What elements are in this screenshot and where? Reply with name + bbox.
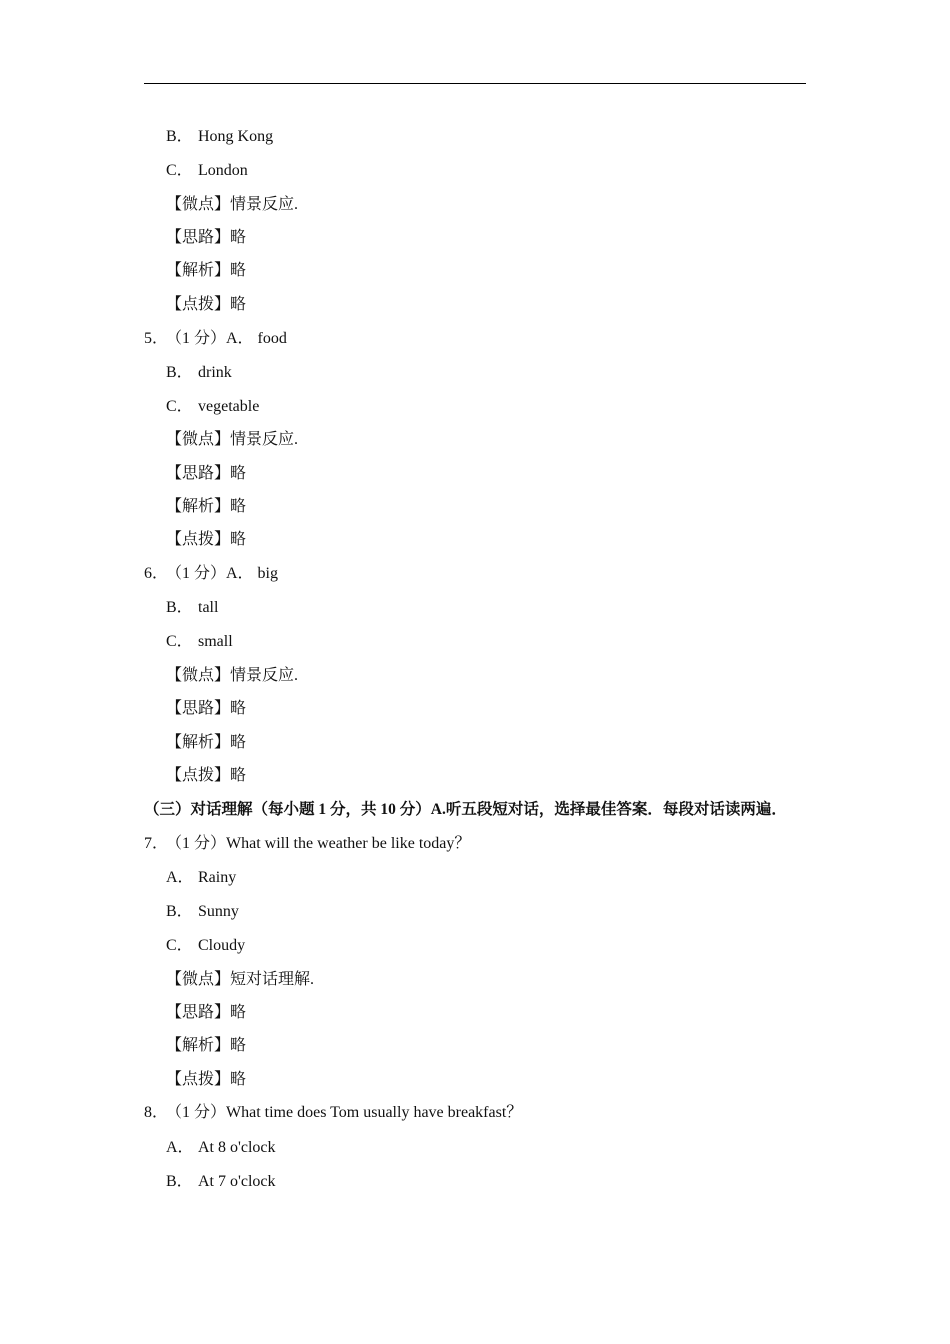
option-text: Sunny bbox=[198, 903, 239, 920]
q7-note-idea: 【思路】略 bbox=[166, 1004, 247, 1021]
question-text: （1 分）What will the weather be like today？ bbox=[166, 835, 471, 852]
q5-note-tip: 【点拨】略 bbox=[166, 531, 247, 548]
q4-option-c bbox=[166, 161, 248, 181]
option-text: tall bbox=[198, 599, 219, 616]
option-label: C． bbox=[166, 162, 193, 179]
option-text: At 8 o'clock bbox=[198, 1139, 276, 1156]
q7-option-b bbox=[166, 902, 239, 922]
question-number: 7． bbox=[144, 835, 169, 852]
option-label: A． bbox=[166, 1139, 194, 1156]
q5-option-c bbox=[166, 397, 259, 417]
option-label: B． bbox=[166, 599, 193, 616]
option-text: Rainy bbox=[198, 869, 237, 886]
q7-note-tip: 【点拨】略 bbox=[166, 1071, 247, 1088]
q4-note-analysis: 【解析】略 bbox=[166, 262, 247, 279]
q5-note-point: 【微点】情景反应. bbox=[166, 431, 299, 448]
q6-note-point: 【微点】情景反应. bbox=[166, 667, 299, 684]
q5-option-b bbox=[166, 363, 232, 383]
option-text: drink bbox=[198, 364, 232, 381]
section-heading: （三）对话理解（每小题 1 分，共 10 分）A.听五段短对话，选择最佳答案．每段对话读两遍． bbox=[144, 801, 787, 818]
q4-note-point: 【微点】情景反应. bbox=[166, 196, 299, 213]
option-label: B． bbox=[166, 903, 193, 920]
q7-note-point: 【微点】短对话理解. bbox=[166, 971, 315, 988]
q8-option-a bbox=[166, 1138, 276, 1158]
q8-stem bbox=[144, 1103, 522, 1123]
q5-stem bbox=[144, 329, 287, 349]
option-text: London bbox=[198, 162, 248, 179]
q4-option-b bbox=[166, 127, 273, 147]
option-label: B． bbox=[166, 364, 193, 381]
q6-stem bbox=[144, 564, 278, 584]
q7-stem bbox=[144, 834, 470, 854]
question-number: 5． bbox=[144, 330, 169, 347]
option-text: Hong Kong bbox=[198, 128, 274, 145]
q7-note-analysis: 【解析】略 bbox=[166, 1037, 247, 1054]
option-label: A． bbox=[166, 869, 194, 886]
q5-note-idea: 【思路】略 bbox=[166, 465, 247, 482]
option-label: B． bbox=[166, 128, 193, 145]
q6-option-b bbox=[166, 598, 218, 618]
option-text: At 7 o'clock bbox=[198, 1173, 276, 1190]
option-label: C． bbox=[166, 633, 193, 650]
question-number: 6． bbox=[144, 565, 169, 582]
q6-note-analysis: 【解析】略 bbox=[166, 734, 247, 751]
option-label: B． bbox=[166, 1173, 193, 1190]
question-text: （1 分）A． food bbox=[166, 330, 287, 347]
question-number: 8． bbox=[144, 1104, 169, 1121]
q7-option-a bbox=[166, 868, 236, 888]
question-text: （1 分）What time does Tom usually have breakfast？ bbox=[166, 1104, 523, 1121]
option-text: small bbox=[198, 633, 233, 650]
option-label: C． bbox=[166, 937, 193, 954]
option-text: Cloudy bbox=[198, 937, 246, 954]
q4-note-tip: 【点拨】略 bbox=[166, 296, 247, 313]
option-text: vegetable bbox=[198, 398, 260, 415]
question-text: （1 分）A． big bbox=[166, 565, 279, 582]
q6-option-c bbox=[166, 632, 233, 652]
q6-note-tip: 【点拨】略 bbox=[166, 767, 247, 784]
header-rule bbox=[144, 83, 806, 84]
q4-note-idea: 【思路】略 bbox=[166, 229, 247, 246]
q8-option-b bbox=[166, 1172, 276, 1192]
q7-option-c bbox=[166, 936, 245, 956]
q5-note-analysis: 【解析】略 bbox=[166, 498, 247, 515]
option-label: C． bbox=[166, 398, 193, 415]
q6-note-idea: 【思路】略 bbox=[166, 700, 247, 717]
